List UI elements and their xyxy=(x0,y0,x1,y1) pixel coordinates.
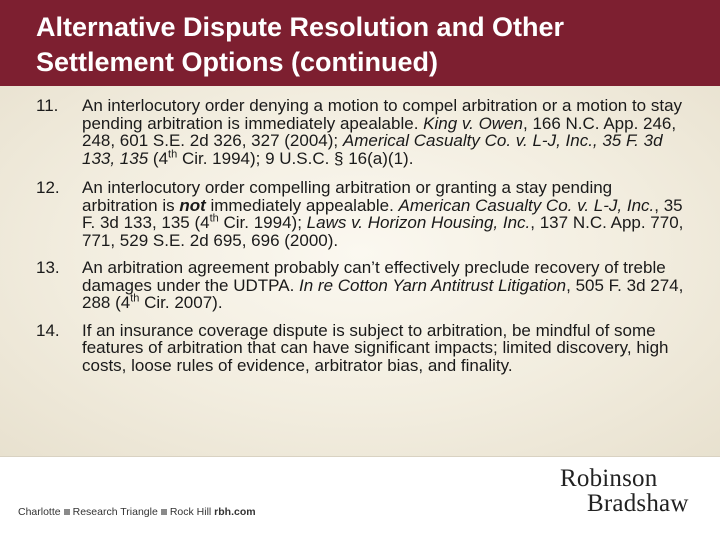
numbered-list xyxy=(36,97,686,384)
text-run: Cir. 2007). xyxy=(139,293,223,312)
square-bullet-icon xyxy=(64,509,70,515)
item-number: 12. xyxy=(36,178,60,197)
firm-logo xyxy=(560,466,710,516)
text-run: Cir. 1994); xyxy=(218,213,307,232)
item-text: If an insurance coverage dispute is subject to arbitration, be mindful of some features of arbitration that can have significant impacts; limited discovery, high costs, loose rules of evidence, arbitrator bias, and finality. xyxy=(82,320,669,375)
slide-title xyxy=(36,10,706,80)
website-link[interactable]: rbh.com xyxy=(214,506,256,518)
title-bar xyxy=(0,0,720,86)
case-citation: In re Cotton Yarn Antitrust Litigation xyxy=(299,275,567,295)
superscript: th xyxy=(168,147,178,160)
text-run: An interlocutory order compelling arbitration or granting a stay pending arbitration is xyxy=(82,178,613,215)
case-citation: Laws v. Horizon Housing, Inc. xyxy=(306,213,531,232)
case-citation: Americal Casualty Co. v. L-J, Inc., 35 F. 3d 133, 135 xyxy=(82,131,663,168)
case-citation: King v. Owen xyxy=(423,113,523,133)
item-number: 13. xyxy=(36,258,60,277)
text-run: immediately appealable. xyxy=(205,195,399,215)
logo-line-1: Robinson xyxy=(560,465,658,492)
office-locations xyxy=(18,506,256,518)
slide-title-line-2: Settlement Options (continued) xyxy=(36,47,438,77)
square-bullet-icon xyxy=(161,509,167,515)
text-run: , 137 N.C. App. 770, 771, 529 S.E. 2d 695, 696 (2000). xyxy=(82,213,684,250)
item-number: 11. xyxy=(36,96,59,115)
logo-line-2: Bradshaw xyxy=(587,490,689,517)
slide-title-line-1: Alternative Dispute Resolution and Other xyxy=(36,12,565,42)
location-rock-hill: Rock Hill xyxy=(169,506,212,518)
text-run: (4 xyxy=(148,148,169,168)
text-run: An arbitration agreement probably can’t effectively preclude recovery of treble damages under the UDTPA. xyxy=(82,258,666,295)
text-run: , 35 F. 3d 133, 135 (4 xyxy=(82,195,683,232)
text-run: , 505 F. 3d 274, 288 (4 xyxy=(82,275,684,312)
case-citation: American Casualty Co. v. L-J, Inc. xyxy=(398,195,655,215)
location-charlotte: Charlotte xyxy=(18,506,61,518)
item-text xyxy=(82,97,686,167)
superscript: th xyxy=(209,212,219,225)
text-run: An interlocutory order denying a motion to compel arbitration or a motion to stay pending arbitration is immediately apealable. xyxy=(82,96,683,133)
superscript: th xyxy=(130,292,140,305)
emphasis: not xyxy=(179,195,206,215)
list-item-13 xyxy=(36,259,686,312)
item-number: 14. xyxy=(36,320,60,340)
text-run: Cir. 1994); 9 U.S.C. § 16(a)(1). xyxy=(177,148,414,168)
list-item-11 xyxy=(36,97,686,167)
item-text xyxy=(82,259,686,312)
item-text xyxy=(82,179,686,249)
list-item-14 xyxy=(36,322,686,375)
text-run: , 166 N.C. App. 246, 248, 601 S.E. 2d 326, 327 (2004); xyxy=(82,113,677,150)
list-item-12 xyxy=(36,179,686,249)
location-research-triangle: Research Triangle xyxy=(72,506,158,518)
